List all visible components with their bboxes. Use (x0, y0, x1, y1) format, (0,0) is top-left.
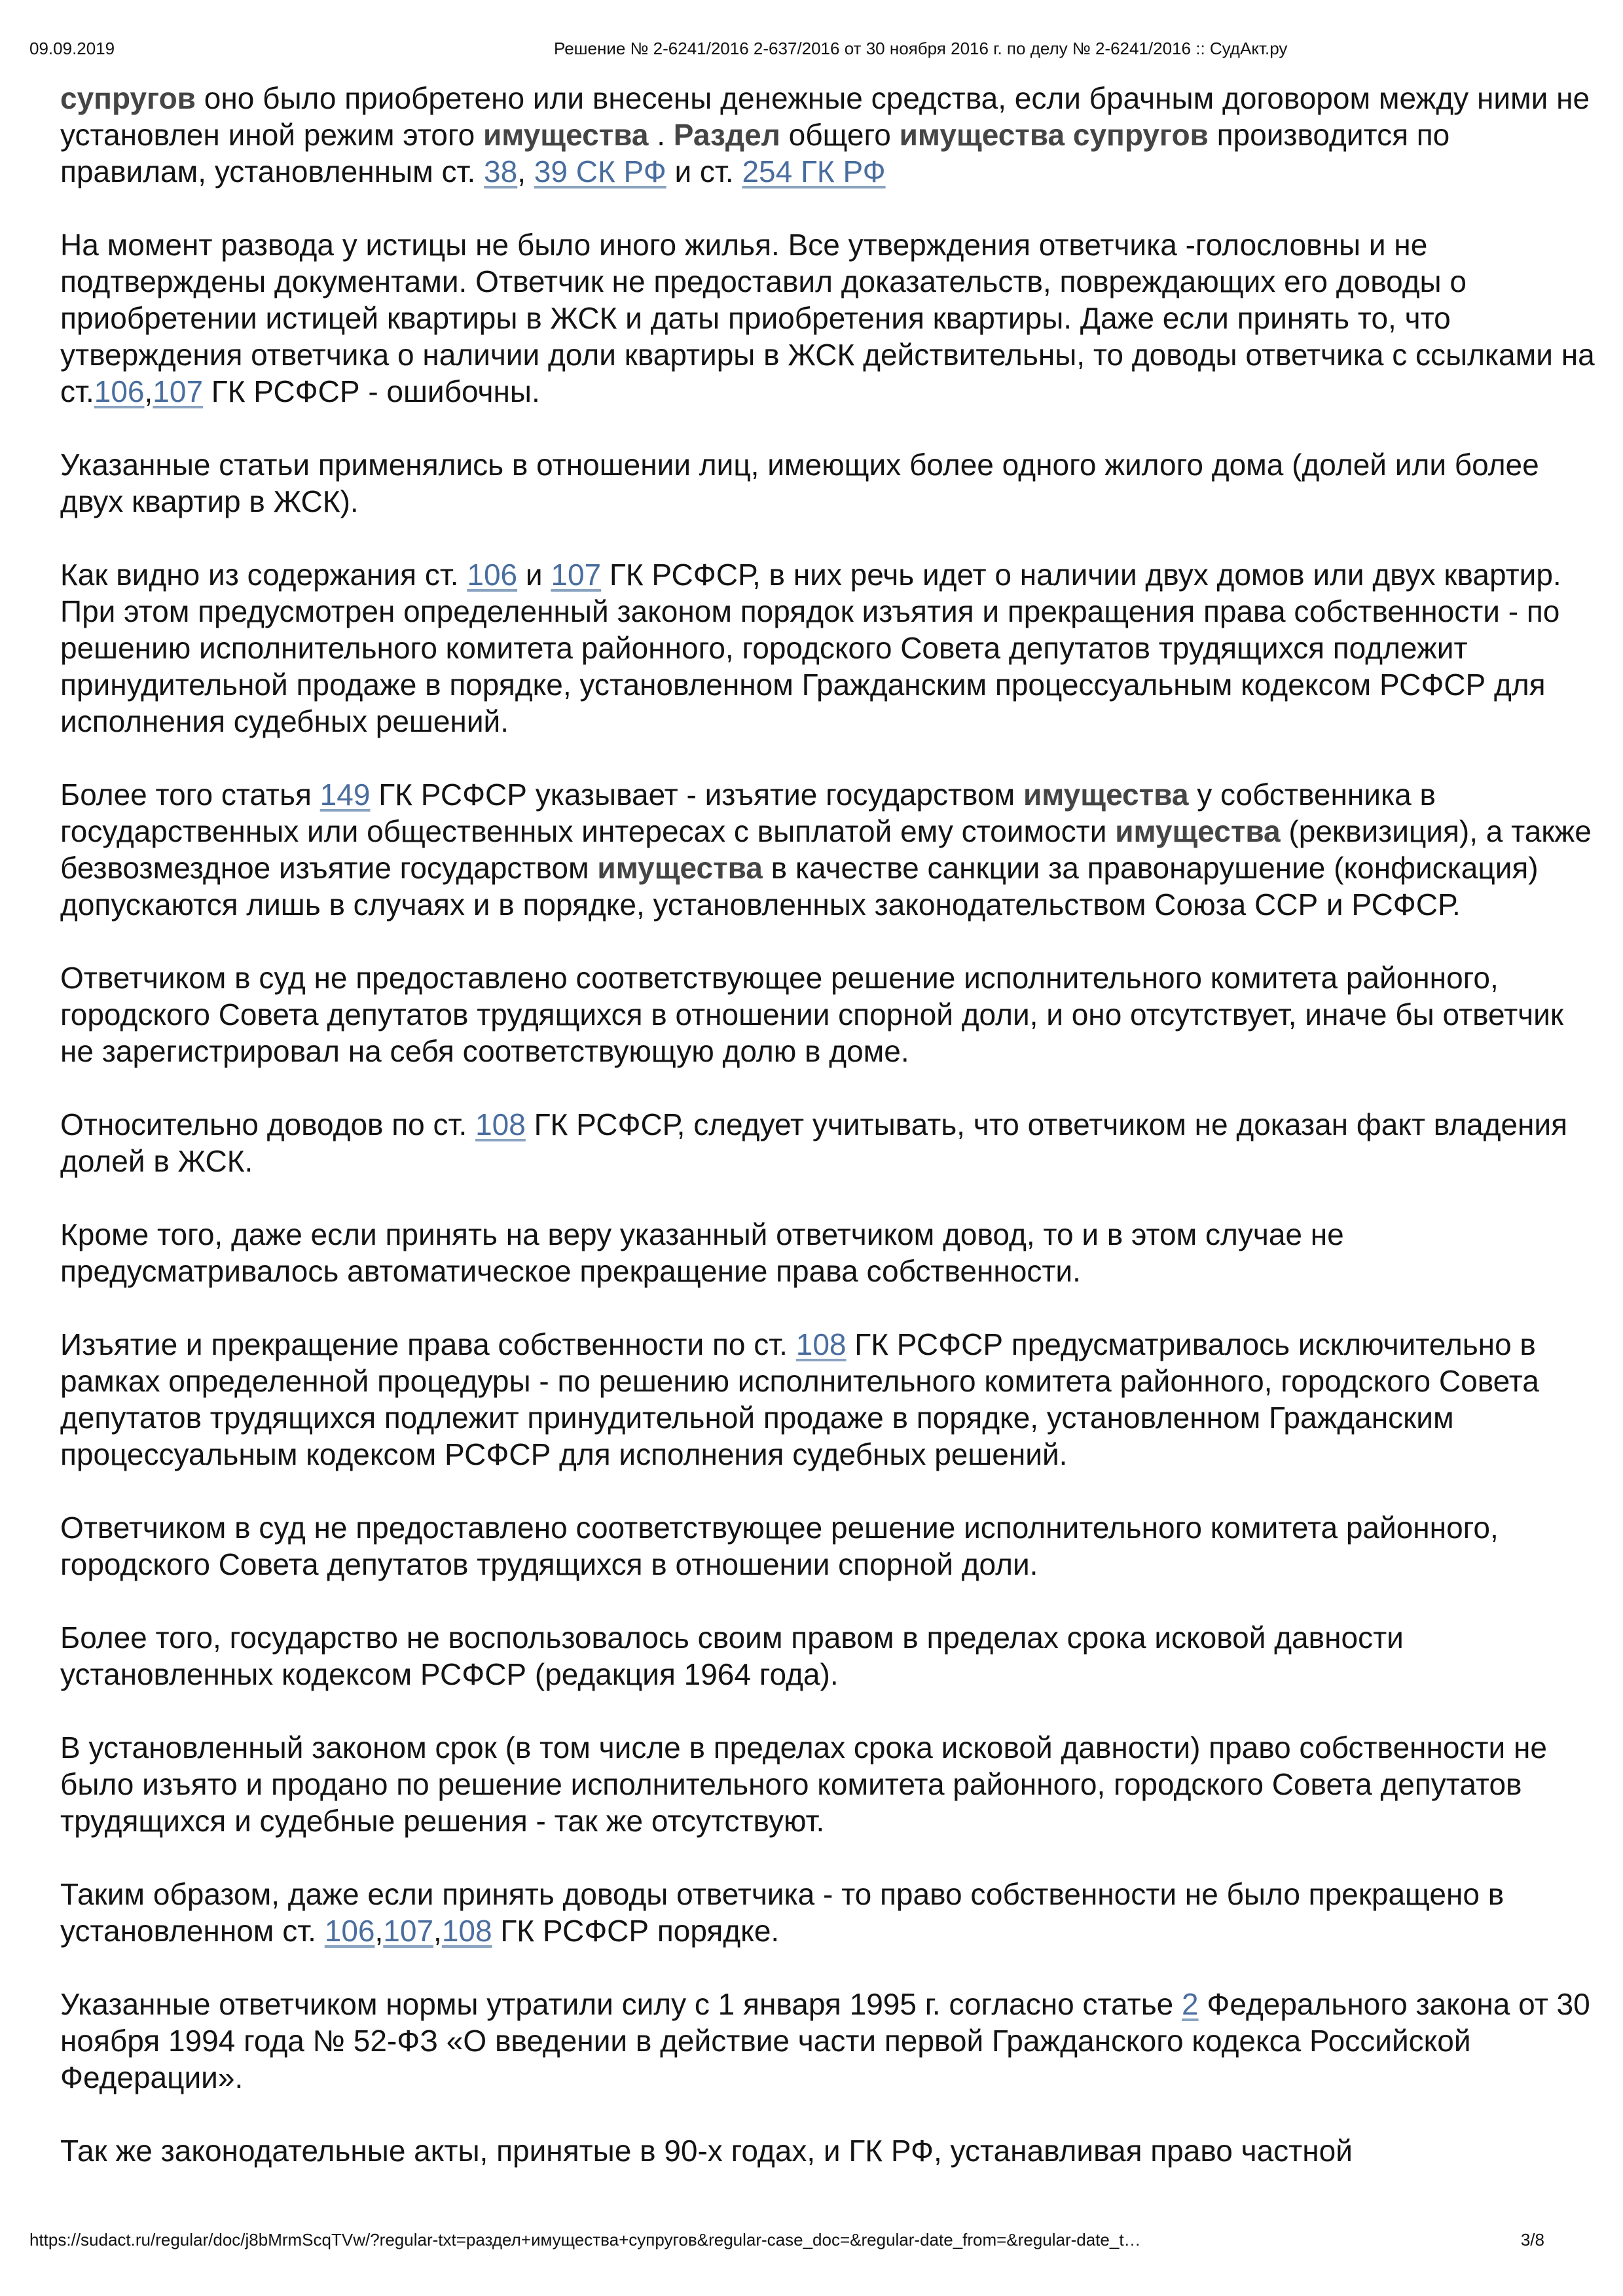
statute-link[interactable]: 108 (441, 1914, 492, 1948)
text-run: , (144, 374, 153, 408)
paragraph (60, 1326, 1596, 1473)
text-run: и ст. (666, 154, 742, 188)
statute-link[interactable]: 107 (551, 558, 602, 592)
paragraph (60, 1729, 1596, 1839)
paragraph (60, 960, 1596, 1069)
statute-link[interactable]: 107 (153, 374, 204, 408)
document-body (60, 80, 1596, 2206)
text-run: В установленный законом срок (в том числе в пределах срока исковой давности) право собственности не было изъято и продано по решение исполнительного комитета районного, городского Совета депутатов трудящихся и судебные решения - так же отсутствуют. (60, 1731, 1547, 1838)
text-run: оно было приобретено или внесены денежные средства, если брачным договором между ними не установлен иной режим этого (60, 81, 1590, 152)
highlighted-term: имущества (483, 118, 649, 152)
text-run: Ответчиком в суд не предоставлено соответствующее решение исполнительного комитета районного, городского Совета депутатов трудящихся в отношении спорной доли, и оно отсутствует, иначе бы ответчик не зарегистрировал на себя соответствующую долю в доме. (60, 961, 1563, 1068)
paragraph (60, 776, 1596, 923)
text-run: , (374, 1914, 384, 1948)
paragraph (60, 1509, 1596, 1583)
text-run: в качестве санкции за правонарушение (конфискация) допускаются лишь в случаях и в порядке, установленных законодательством Союза ССР и РСФСР. (60, 851, 1539, 922)
text-run: ГК РСФСР предусматривалось исключительно в рамках определенной процедуры - по решению исполнительного комитета районного, городского Совета депутатов трудящихся подлежит принудительной продаже в порядке, установленном Гражданским процессуальным кодексом РСФСР для исполнения судебных решений. (60, 1327, 1539, 1471)
paragraph (60, 1619, 1596, 1693)
text-run: , (433, 1914, 442, 1948)
highlighted-term: имущества супругов (899, 118, 1209, 152)
paragraph (60, 80, 1596, 190)
statute-link[interactable]: 108 (795, 1327, 847, 1361)
statute-link[interactable]: 38 (484, 154, 518, 188)
text-run: ГК РСФСР порядке. (492, 1914, 780, 1948)
text-run: ГК РСФСР указывает - изъятие государством (370, 778, 1023, 812)
text-run: Относительно доводов по ст. (60, 1107, 476, 1141)
paragraph (60, 1876, 1596, 1949)
text-run: производится по правилам, установленным ст. (60, 118, 1450, 188)
text-run: Федерального закона от 30 ноября 1994 года № 52-ФЗ «О введении в действие части первой Гражданского кодекса Российской Федерации». (60, 1987, 1590, 2094)
source-url: https://sudact.ru/regular/doc/j8bMrmScqTVw/?regular-txt=раздел+имущества+супругов&regular-case_doc=&regular-date_from=&regular-date_t… (29, 2230, 1141, 2250)
statute-link[interactable]: 254 ГК РФ (742, 154, 886, 188)
text-run: . (648, 118, 674, 152)
text-run: Таким образом, даже если принять доводы ответчика - то право собственности не было прекращено в установленном ст. (60, 1877, 1504, 1948)
text-run: Так же законодательные акты, принятые в 90-х годах, и ГК РФ, устанавливая право частной (60, 2134, 1353, 2168)
text-run: ГК РСФСР, следует учитывать, что ответчиком не доказан факт владения долей в ЖСК. (60, 1107, 1568, 1178)
paragraph (60, 1986, 1596, 2096)
statute-link[interactable]: 106 (94, 374, 145, 408)
statute-link[interactable]: 107 (383, 1914, 434, 1948)
paragraph (60, 556, 1596, 740)
text-run: , (517, 154, 534, 188)
text-run: На момент развода у истицы не было иного жилья. Все утверждения ответчика -голословны и не подтверждены документами. Ответчик не предоставил доказательств, повреждающих его доводы о приобретении истицей квартиры в ЖСК и даты приобретения квартиры. Даже если принять то, что утверждения ответчика о наличии доли квартиры в ЖСК действительны, то доводы ответчика с ссылками на ст. (60, 228, 1595, 408)
paragraph (60, 2132, 1596, 2169)
paragraph (60, 1106, 1596, 1179)
text-run: Указанные ответчиком нормы утратили силу с 1 января 1995 г. согласно статье (60, 1987, 1182, 2021)
text-run: Как видно из содержания ст. (60, 558, 467, 592)
text-run: Более того, государство не воспользовалось своим правом в пределах срока исковой давности установленных кодексом РСФСР (редакция 1964 года). (60, 1621, 1404, 1691)
highlighted-term: имущества (1115, 814, 1281, 848)
paragraph (60, 226, 1596, 410)
page-indicator: 3/8 (1520, 2230, 1544, 2250)
page-title: Решение № 2-6241/2016 2-637/2016 от 30 ноября 2016 г. по делу № 2-6241/2016 :: СудАкт.ру (554, 39, 1288, 58)
paragraph (60, 1216, 1596, 1289)
statute-link[interactable]: 39 СК РФ (534, 154, 666, 188)
text-run: Изъятие и прекращение права собственности по ст. (60, 1327, 796, 1361)
text-run: Кроме того, даже если принять на веру указанный ответчиком довод, то и в этом случае не предусматривалось автоматическое прекращение права собственности. (60, 1217, 1344, 1288)
text-run: у собственника в государственных или общественных интересах с выплатой ему стоимости (60, 778, 1436, 848)
statute-link[interactable]: 149 (319, 778, 371, 812)
text-run: и (517, 558, 551, 592)
statute-link[interactable]: 106 (467, 558, 518, 592)
highlighted-term: супругов (60, 81, 196, 115)
text-run: ГК РСФСР, в них речь идет о наличии двух домов или двух квартир. При этом предусмотрен определенный законом порядок изъятия и прекращения права собственности - по решению исполнительного комитета районного, городского Совета депутатов трудящихся подлежит принудительной продаже в порядке, установленном Гражданским процессуальным кодексом РСФСР для исполнения судебных решений. (60, 558, 1561, 738)
text-run: Указанные статьи применялись в отношении лиц, имеющих более одного жилого дома (долей или более двух квартир в ЖСК). (60, 448, 1539, 518)
highlighted-term: имущества (1023, 778, 1189, 812)
text-run: Ответчиком в суд не предоставлено соответствующее решение исполнительного комитета районного, городского Совета депутатов трудящихся в отношении спорной доли. (60, 1511, 1499, 1581)
highlighted-term: имущества (597, 851, 763, 885)
highlighted-term: Раздел (673, 118, 780, 152)
print-date: 09.09.2019 (29, 39, 115, 58)
text-run: ГК РСФСР - ошибочны. (203, 374, 540, 408)
paragraph (60, 446, 1596, 520)
text-run: Более того статья (60, 778, 320, 812)
statute-link[interactable]: 2 (1182, 1987, 1199, 2021)
text-run: общего (780, 118, 900, 152)
text-run: (реквизиция), а также безвозмездное изъятие государством (60, 814, 1592, 885)
statute-link[interactable]: 106 (324, 1914, 375, 1948)
statute-link[interactable]: 108 (475, 1107, 526, 1141)
